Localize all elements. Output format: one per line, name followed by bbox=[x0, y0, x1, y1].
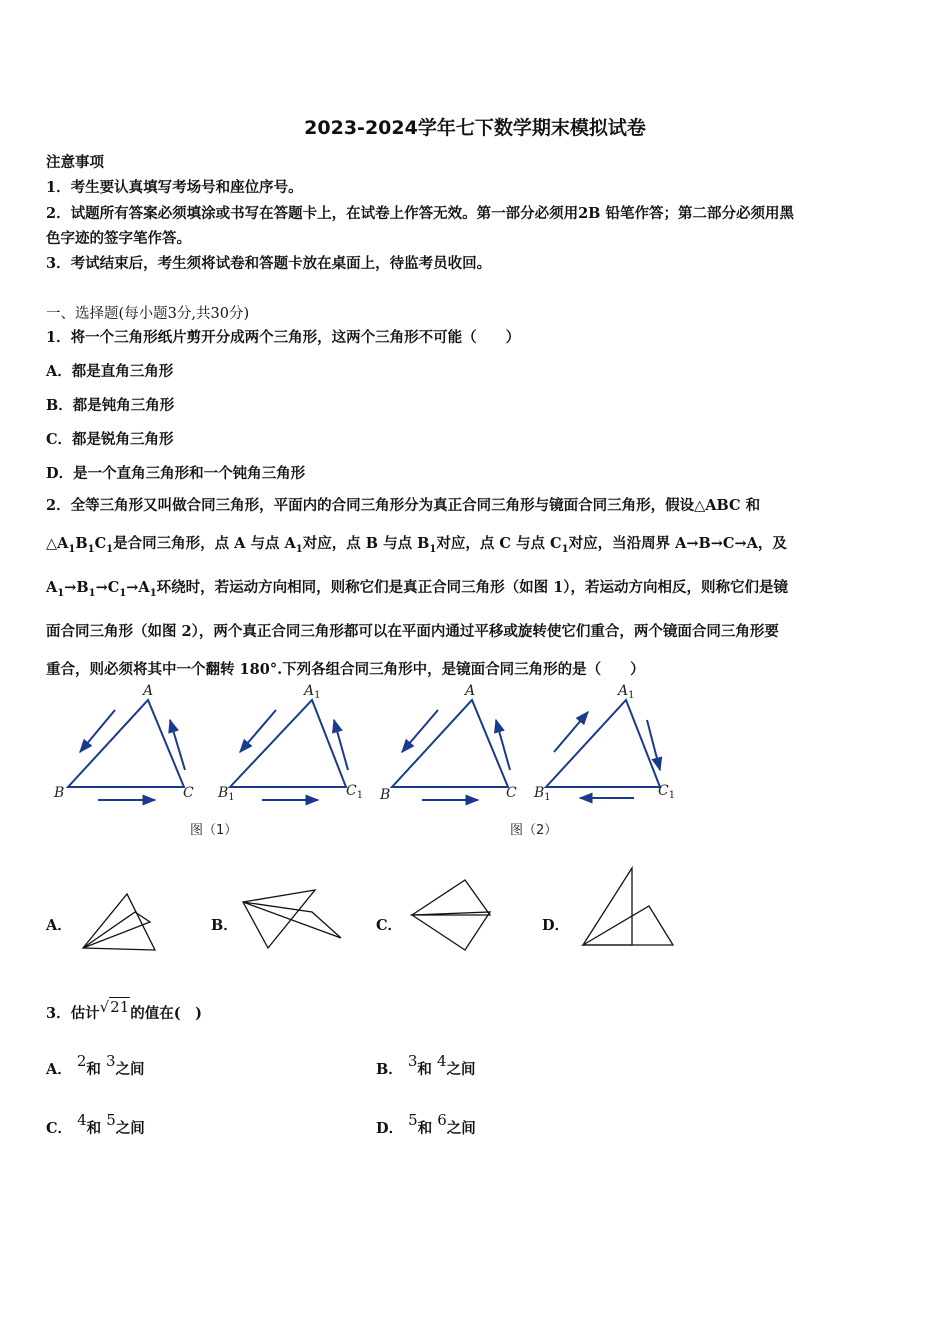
label-b1: $B_1$ bbox=[218, 785, 235, 803]
option-d-triangle-2 bbox=[583, 906, 673, 945]
label-a1: $A_1$ bbox=[304, 683, 321, 701]
q3-option-c: C． 4和 5之间 bbox=[46, 1111, 145, 1137]
triangle-abc-1 bbox=[68, 700, 184, 787]
q3-option-a: A． 2和 3之间 bbox=[46, 1052, 145, 1078]
option-b-triangle-1 bbox=[243, 890, 315, 948]
notice-item: 2．试题所有答案必须填涂或书写在答题卡上，在试卷上作答无效。第一部分必须用2B 铅笔作答；第二部分必须用黑 bbox=[46, 205, 794, 222]
option-c-triangle-2 bbox=[412, 912, 490, 950]
notice-item: 3．考试结束后，考生须将试卷和答题卡放在桌面上，待监考员收回。 bbox=[46, 255, 492, 272]
arrow bbox=[80, 710, 115, 752]
arrow bbox=[647, 720, 660, 770]
q1-option-d: D．是一个直角三角形和一个钝角三角形 bbox=[46, 465, 306, 482]
triangle-a1b1c1-2 bbox=[546, 700, 660, 787]
option-b-triangle-2 bbox=[243, 902, 341, 938]
q2-option-a: A． bbox=[46, 917, 72, 934]
label-c1: $C_1$ bbox=[658, 783, 676, 801]
section-heading: 一、选择题(每小题3分,共30分) bbox=[46, 306, 250, 322]
notice-item: 1．考生要认真填写考场号和座位序号。 bbox=[46, 179, 303, 196]
figure-1-caption: 图（1） bbox=[190, 823, 238, 838]
label-a: A bbox=[143, 683, 154, 699]
label-b: B bbox=[380, 787, 391, 803]
option-a-triangle-2 bbox=[83, 912, 150, 948]
arrow bbox=[240, 710, 276, 752]
option-c-triangle-1 bbox=[412, 880, 490, 915]
label-b: B bbox=[54, 785, 65, 801]
q1-option-a: A．都是直角三角形 bbox=[46, 363, 174, 380]
q2-line-2: $\triangle A_1B_1C_1$是合同三角形，点 A 与点 $A_1$对应，点 B 与点 $B_1$对应，点 C 与点 $C_1$对应，当沿周界 A→B→C→A，及 bbox=[46, 535, 787, 555]
arrow bbox=[402, 710, 438, 752]
label-c1: $C_1$ bbox=[346, 783, 364, 801]
q3-option-b: B． 3和 4之间 bbox=[376, 1052, 476, 1078]
q2-option-d: D． bbox=[542, 917, 570, 934]
q2-stem bbox=[46, 487, 906, 689]
label-c: C bbox=[183, 785, 194, 801]
q2-line-1: 2．全等三角形又叫做合同三角形，平面内的合同三角形分为真正合同三角形与镜面合同三角形，假设△ABC 和 bbox=[46, 497, 761, 514]
q1-option-c: C．都是锐角三角形 bbox=[46, 431, 174, 448]
q2-line-3: $A_1\to B_1\to C_1\to A_1$环绕时，若运动方向相同，则称它们是真正合同三角形（如图 1），若运动方向相反，则称它们是镜 bbox=[46, 578, 789, 599]
q3-option-d: D． 5和 6之间 bbox=[376, 1111, 476, 1137]
label-b1: $B_1$ bbox=[534, 785, 551, 803]
option-a-triangle-1 bbox=[83, 894, 155, 950]
congruent-triangles-figure bbox=[40, 680, 700, 850]
q2-option-b: B． bbox=[211, 917, 238, 934]
q2-line-4: 面合同三角形（如图 2），两个真正合同三角形都可以在平面内通过平移或旋转使它们重合，两个镜面合同三角形要 bbox=[46, 622, 779, 640]
sqrt-21: √21 bbox=[99, 998, 130, 1016]
label-a1: $A_1$ bbox=[618, 683, 635, 701]
notice-heading: 注意事项 bbox=[46, 154, 104, 171]
label-c: C bbox=[506, 785, 517, 801]
q2-line-5: 重合，则必须将其中一个翻转 180°.下列各组合同三角形中，是镜面合同三角形的是（ ） bbox=[46, 660, 645, 678]
q1-option-b: B．都是钝角三角形 bbox=[46, 397, 175, 414]
q2-option-c: C． bbox=[376, 917, 403, 934]
option-diagrams bbox=[75, 860, 695, 960]
page-title: 2023-2024学年七下数学期末模拟试卷 bbox=[304, 117, 646, 139]
label-a: A bbox=[465, 683, 476, 699]
figure-2-caption: 图（2） bbox=[510, 823, 558, 838]
option-d-triangle-1 bbox=[583, 868, 632, 945]
q3-stem: 3．估计√21的值在( ) bbox=[46, 998, 202, 1022]
q1-stem: 1．将一个三角形纸片剪开分成两个三角形，这两个三角形不可能（ ） bbox=[46, 329, 521, 346]
notice-item: 色字迹的签字笔作答。 bbox=[46, 230, 191, 247]
arrow bbox=[170, 720, 185, 770]
